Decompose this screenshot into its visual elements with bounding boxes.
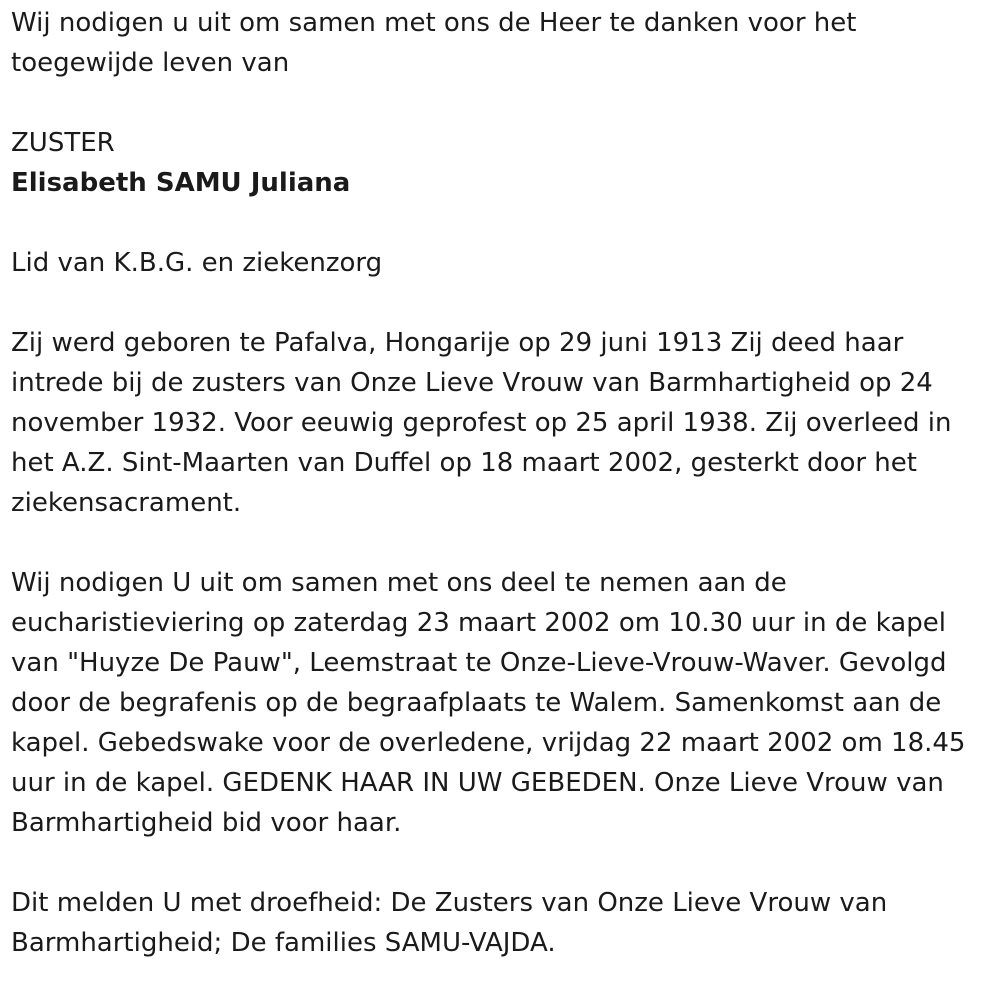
title-line: ZUSTER — [11, 128, 115, 158]
ceremony-paragraph: Wij nodigen U uit om samen met ons deel te nemen aan de eucharistieviering op zaterdag 23 maart 2002 om 10.30 uur in de kapel van "Huyze De Pauw", Leemstraat te Onze-Lieve-Vrouw-Waver. Gevolgd door de begrafenis op de begraafplaats te Walem. Samenkomst aan de kapel. Gebedswake voor de overledene, vrijdag 22 maart 2002 om 18.45 uur in de kapel. GEDENK HAAR IN UW GEBEDEN. Onze Lieve Vrouw van Barmhartigheid bid voor haar. — [11, 568, 966, 838]
closing-paragraph: Dit melden U met droefheid: De Zusters van Onze Lieve Vrouw van Barmhartigheid; De families SAMU-VAJDA. — [11, 888, 888, 958]
spacer — [11, 283, 986, 323]
obituary-document — [11, 3, 986, 963]
intro-paragraph: Wij nodigen u uit om samen met ons de Heer te danken voor het toegewijde leven van — [11, 8, 857, 78]
membership-line: Lid van K.B.G. en ziekenzorg — [11, 248, 383, 278]
spacer — [11, 523, 986, 563]
spacer — [11, 843, 986, 883]
spacer — [11, 83, 986, 123]
spacer — [11, 203, 986, 243]
deceased-name: Elisabeth SAMU Juliana — [11, 168, 351, 198]
biography-paragraph: Zij werd geboren te Pafalva, Hongarije op 29 juni 1913 Zij deed haar intrede bij de zusters van Onze Lieve Vrouw van Barmhartigheid op 24 november 1932. Voor eeuwig geprofest op 25 april 1938. Zij overleed in het A.Z. Sint-Maarten van Duffel op 18 maart 2002, gesterkt door het ziekensacrament. — [11, 328, 952, 518]
